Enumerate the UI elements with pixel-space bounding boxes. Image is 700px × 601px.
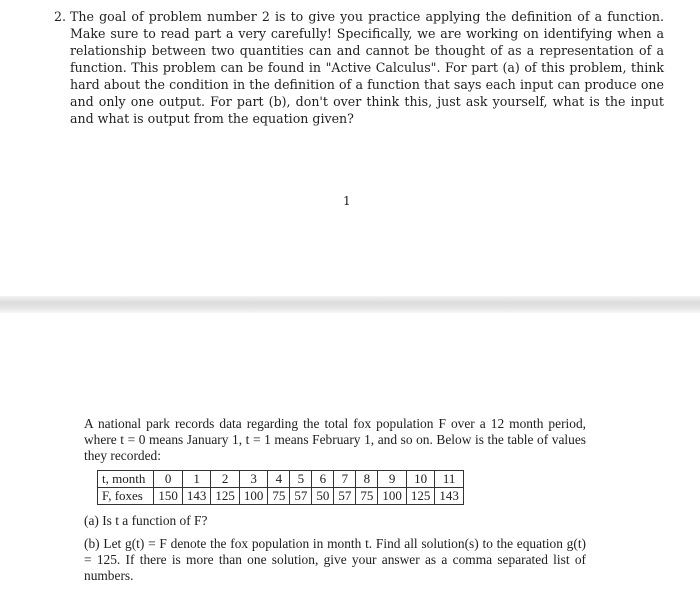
data-prompt: A national park records data regarding the total fox population F over a 12 month period, where t = 0 means January 1, t = 1 means February 1, and so on. Below is the table of values they recorded: bbox=[84, 416, 586, 463]
table-cell: 0 bbox=[154, 471, 183, 488]
fox-population-table bbox=[97, 470, 464, 505]
table-cell: 11 bbox=[435, 471, 464, 488]
table-cell: 10 bbox=[406, 471, 435, 488]
table-cell: 57 bbox=[334, 488, 356, 505]
problem-statement bbox=[54, 8, 664, 127]
table-row bbox=[98, 471, 464, 488]
page-number: 1 bbox=[343, 194, 351, 208]
table-row bbox=[98, 488, 464, 505]
table-cell: 7 bbox=[334, 471, 356, 488]
table-cell: 9 bbox=[378, 471, 407, 488]
table-cell: 1 bbox=[182, 471, 211, 488]
table-cell: 2 bbox=[211, 471, 240, 488]
table-cell: 3 bbox=[239, 471, 268, 488]
table-cell: 75 bbox=[268, 488, 290, 505]
table-cell: 143 bbox=[435, 488, 464, 505]
part-a-question: (a) Is t a function of F? bbox=[84, 513, 208, 528]
table-cell: 143 bbox=[182, 488, 211, 505]
table-cell: 150 bbox=[154, 488, 183, 505]
problem-text: The goal of problem number 2 is to give you practice applying the definition of a function. Make sure to read part a very carefully! Specifically, we are working on identifying when a relationship between two quantities can and cannot be thought of as a representation of a function. This problem can be found in "Active Calculus". For part (a) of this problem, think hard about the condition in the definition of a function that says each input can produce one and only one output. For part (b), don't over think this, just ask yourself, what is the input and what is output from the equation given? bbox=[70, 9, 664, 126]
table-cell: 125 bbox=[406, 488, 435, 505]
part-b-question: (b) Let g(t) = F denote the fox population in month t. Find all solution(s) to the equation g(t) = 125. If there is more than one solution, give your answer as a comma separated list of numbers. bbox=[84, 536, 586, 583]
page-divider bbox=[0, 296, 700, 313]
table-cell: 125 bbox=[211, 488, 240, 505]
table-cell: 8 bbox=[356, 471, 378, 488]
table-cell: 57 bbox=[290, 488, 312, 505]
table-cell: 5 bbox=[290, 471, 312, 488]
row-label-month: t, month bbox=[98, 471, 154, 488]
table-cell: 6 bbox=[312, 471, 334, 488]
problem-number: 2. bbox=[54, 9, 67, 24]
table-cell: 100 bbox=[239, 488, 268, 505]
table-cell: 50 bbox=[312, 488, 334, 505]
row-label-foxes: F, foxes bbox=[98, 488, 154, 505]
table-cell: 100 bbox=[378, 488, 407, 505]
table-cell: 4 bbox=[268, 471, 290, 488]
table-cell: 75 bbox=[356, 488, 378, 505]
